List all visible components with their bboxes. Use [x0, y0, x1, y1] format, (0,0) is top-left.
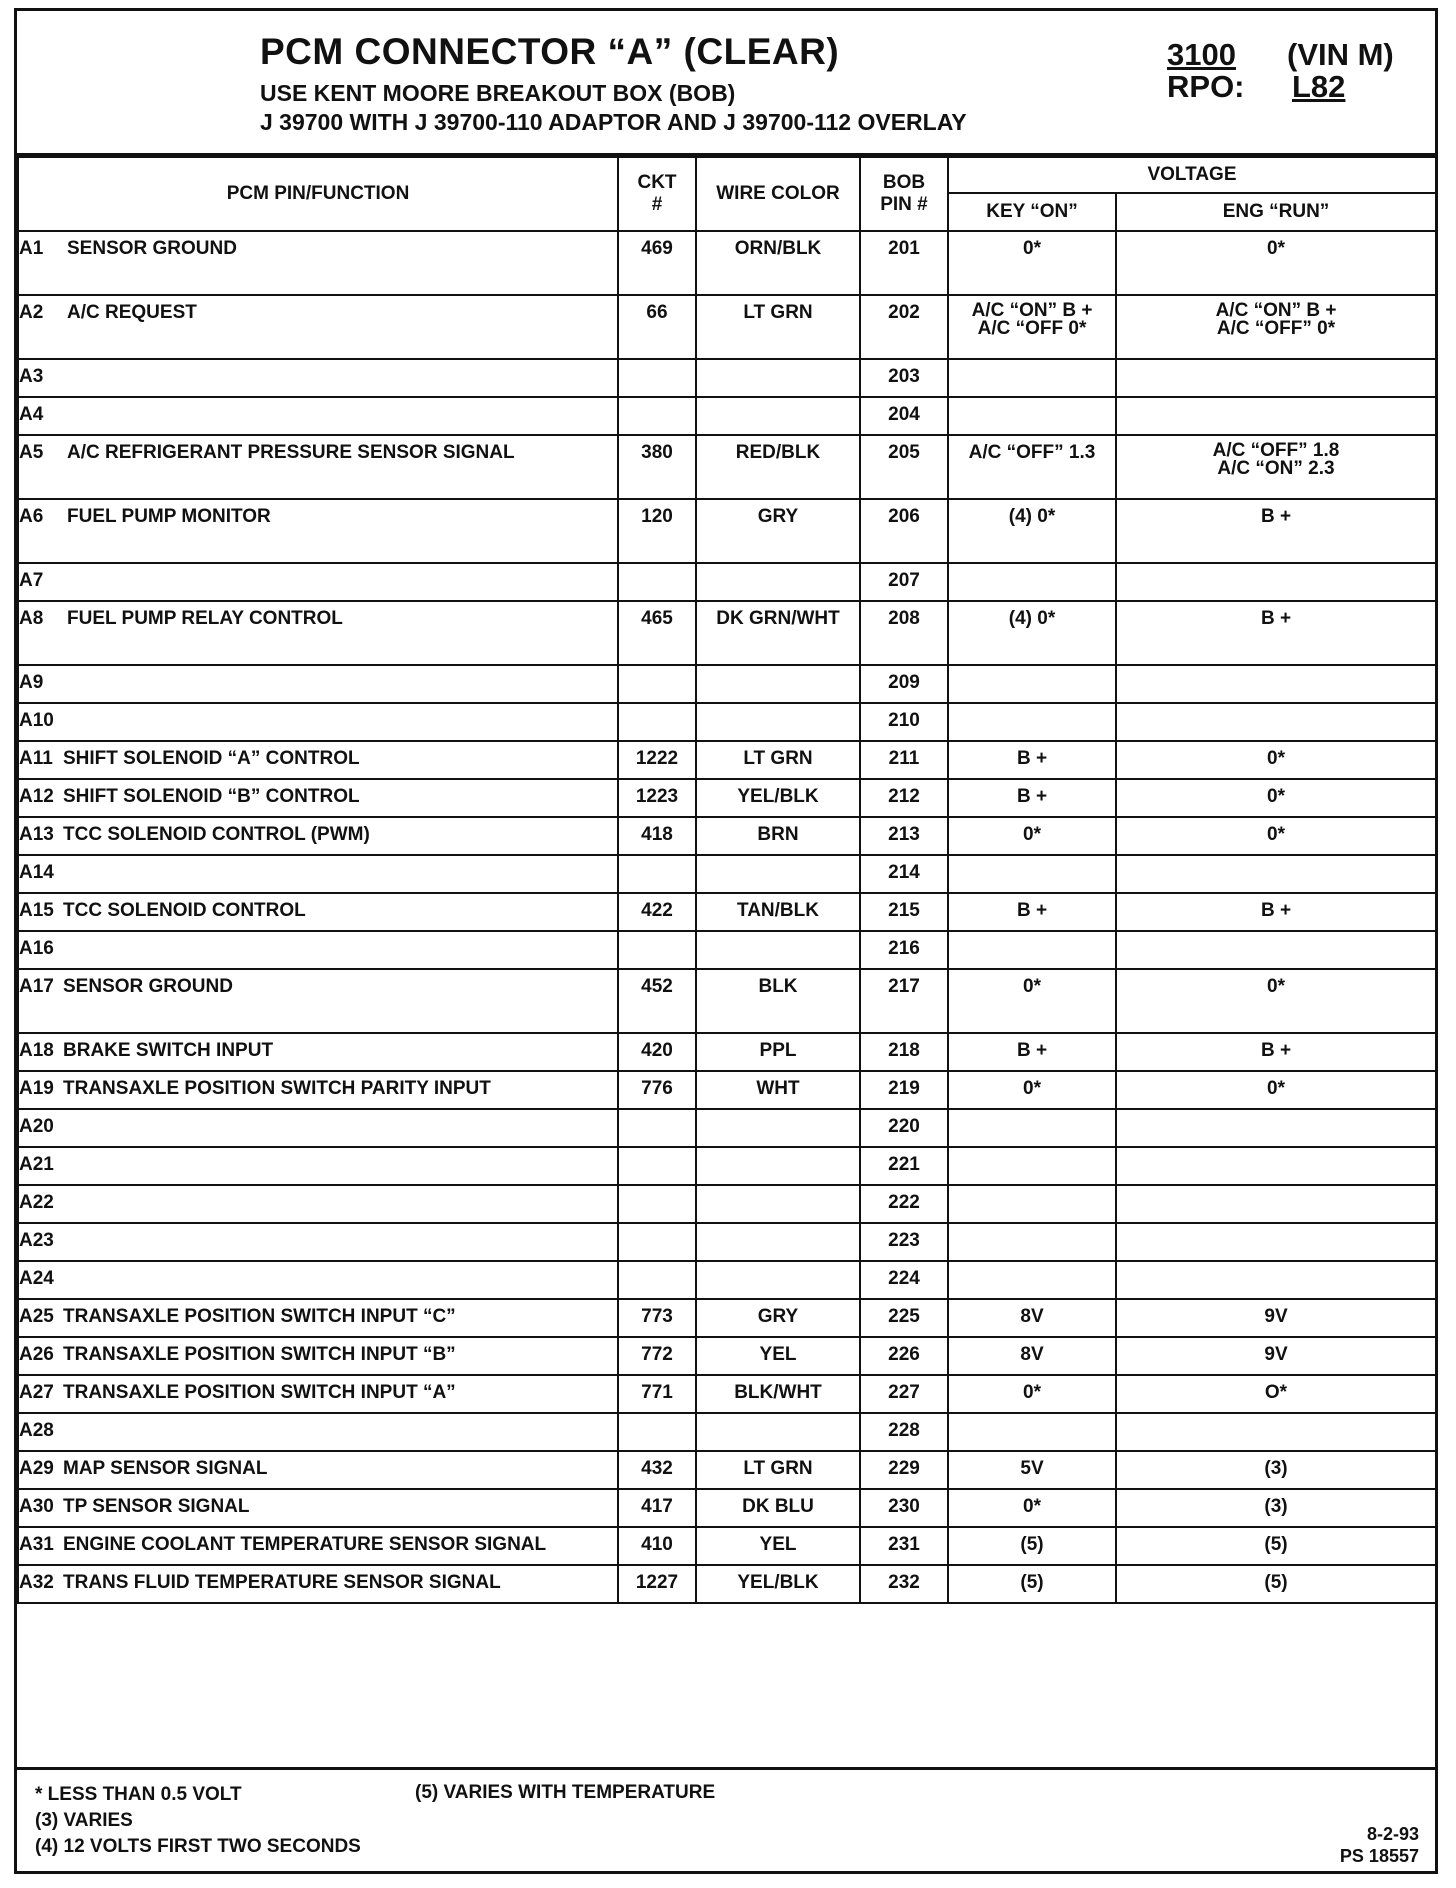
pin-function-cell	[18, 665, 618, 703]
wire-color	[696, 703, 860, 741]
pin-function-cell	[18, 1109, 618, 1147]
pin-function-cell	[18, 969, 618, 1033]
pin-function: FUEL PUMP RELAY CONTROL	[67, 608, 343, 629]
col-header-voltage: VOLTAGE	[948, 157, 1436, 193]
rpo-label: RPO:	[1167, 69, 1245, 104]
wire-color: TAN/BLK	[696, 893, 860, 931]
table-row	[18, 1565, 1436, 1603]
bob-pin: 210	[860, 703, 948, 741]
wire-color: LT GRN	[696, 741, 860, 779]
voltage-key-on: 0*	[948, 1071, 1116, 1109]
pin-function: TCC SOLENOID CONTROL (PWM)	[63, 824, 370, 845]
pin-function: TRANSAXLE POSITION SWITCH INPUT “A”	[63, 1382, 456, 1403]
pin-function-cell	[18, 397, 618, 435]
pin-function: TCC SOLENOID CONTROL	[63, 900, 306, 921]
voltage-key-on: B +	[948, 893, 1116, 931]
voltage-eng-run: B +	[1116, 893, 1436, 931]
ckt-number: 465	[618, 601, 696, 665]
wire-color	[696, 1147, 860, 1185]
pin-id: A4	[19, 404, 44, 425]
pin-function-cell	[18, 893, 618, 931]
bob-pin: 226	[860, 1337, 948, 1375]
vin-code: (VIN M)	[1287, 37, 1394, 72]
table-row	[18, 1261, 1436, 1299]
ckt-number	[618, 563, 696, 601]
ckt-number	[618, 855, 696, 893]
bob-pin: 232	[860, 1565, 948, 1603]
pin-id: A23	[19, 1230, 54, 1251]
wire-color: ORN/BLK	[696, 231, 860, 295]
wire-color: LT GRN	[696, 295, 860, 359]
bob-pin: 231	[860, 1527, 948, 1565]
voltage-eng-run: (3)	[1116, 1489, 1436, 1527]
bob-pin: 218	[860, 1033, 948, 1071]
wire-color: DK BLU	[696, 1489, 860, 1527]
ckt-number: 417	[618, 1489, 696, 1527]
bob-pin: 208	[860, 601, 948, 665]
ckt-number: 469	[618, 231, 696, 295]
rpo-value: L82	[1292, 69, 1346, 104]
bob-pin: 217	[860, 969, 948, 1033]
pin-function-cell	[18, 1261, 618, 1299]
pin-function: ENGINE COOLANT TEMPERATURE SENSOR SIGNAL	[63, 1534, 547, 1555]
pin-function-cell	[18, 1413, 618, 1451]
ckt-number	[618, 703, 696, 741]
voltage-key-on: 5V	[948, 1451, 1116, 1489]
pin-function-cell	[18, 563, 618, 601]
voltage-key-on: 0*	[948, 817, 1116, 855]
table-row	[18, 1413, 1436, 1451]
voltage-eng-run: A/C “OFF” 1.8 A/C “ON” 2.3	[1116, 435, 1436, 499]
ckt-number: 120	[618, 499, 696, 563]
col-header-eng-run: ENG “RUN”	[1116, 193, 1436, 231]
pin-id: A26	[19, 1344, 54, 1365]
ckt-number	[618, 1261, 696, 1299]
pin-id: A25	[19, 1306, 54, 1327]
ckt-number	[618, 359, 696, 397]
voltage-eng-run	[1116, 855, 1436, 893]
voltage-key-on	[948, 1413, 1116, 1451]
voltage-eng-run	[1116, 1147, 1436, 1185]
wire-color	[696, 1185, 860, 1223]
bob-pin: 227	[860, 1375, 948, 1413]
pin-function: TRANSAXLE POSITION SWITCH INPUT “C”	[63, 1306, 456, 1327]
pin-id: A7	[19, 570, 44, 591]
voltage-key-on: A/C “ON” B + A/C “OFF 0*	[948, 295, 1116, 359]
voltage-key-on	[948, 359, 1116, 397]
ckt-number: 432	[618, 1451, 696, 1489]
table-row	[18, 1489, 1436, 1527]
wire-color: YEL	[696, 1527, 860, 1565]
wire-color: YEL/BLK	[696, 779, 860, 817]
table-row	[18, 1071, 1436, 1109]
bob-pin: 205	[860, 435, 948, 499]
pin-function: TRANS FLUID TEMPERATURE SENSOR SIGNAL	[63, 1572, 501, 1593]
pin-id: A31	[19, 1534, 54, 1555]
ckt-number: 776	[618, 1071, 696, 1109]
voltage-eng-run	[1116, 563, 1436, 601]
voltage-key-on: 8V	[948, 1299, 1116, 1337]
wire-color: GRY	[696, 499, 860, 563]
ckt-number: 773	[618, 1299, 696, 1337]
pin-id: A12	[19, 786, 54, 807]
pin-function: SENSOR GROUND	[63, 976, 233, 997]
wire-color	[696, 855, 860, 893]
voltage-key-on	[948, 563, 1116, 601]
ckt-number	[618, 931, 696, 969]
voltage-eng-run: 0*	[1116, 779, 1436, 817]
voltage-eng-run: 0*	[1116, 969, 1436, 1033]
pin-function-cell	[18, 931, 618, 969]
pin-table	[17, 156, 1437, 1604]
pin-id: A9	[19, 672, 44, 693]
voltage-eng-run	[1116, 1223, 1436, 1261]
table-row	[18, 779, 1436, 817]
pin-function: TRANSAXLE POSITION SWITCH INPUT “B”	[63, 1344, 456, 1365]
pin-function-cell	[18, 435, 618, 499]
voltage-eng-run: A/C “ON” B + A/C “OFF” 0*	[1116, 295, 1436, 359]
connector-sheet	[14, 8, 1438, 1874]
voltage-eng-run: B +	[1116, 601, 1436, 665]
wire-color	[696, 1413, 860, 1451]
bob-pin: 201	[860, 231, 948, 295]
pin-id: A20	[19, 1116, 54, 1137]
wire-color: BRN	[696, 817, 860, 855]
pin-function-cell	[18, 1033, 618, 1071]
voltage-key-on: 0*	[948, 969, 1116, 1033]
ckt-number	[618, 397, 696, 435]
footnote-5: (5) VARIES WITH TEMPERATURE	[415, 1782, 716, 1803]
voltage-key-on: B +	[948, 741, 1116, 779]
pin-function-cell	[18, 1223, 618, 1261]
ckt-number	[618, 1223, 696, 1261]
voltage-eng-run: 0*	[1116, 1071, 1436, 1109]
footnote-star: * LESS THAN 0.5 VOLT	[35, 1784, 242, 1805]
wire-color	[696, 1261, 860, 1299]
voltage-key-on	[948, 1223, 1116, 1261]
table-row	[18, 1033, 1436, 1071]
wire-color: BLK/WHT	[696, 1375, 860, 1413]
pin-id: A11	[19, 748, 53, 769]
voltage-eng-run: O*	[1116, 1375, 1436, 1413]
pin-function-cell	[18, 1565, 618, 1603]
voltage-key-on	[948, 397, 1116, 435]
pin-id: A8	[19, 608, 44, 629]
pin-id: A16	[19, 938, 54, 959]
pin-id: A2	[19, 302, 44, 323]
pin-function-cell	[18, 601, 618, 665]
table-row	[18, 499, 1436, 563]
voltage-eng-run	[1116, 931, 1436, 969]
wire-color: WHT	[696, 1071, 860, 1109]
table-row	[18, 1337, 1436, 1375]
sheet-header	[17, 11, 1435, 156]
wire-color: PPL	[696, 1033, 860, 1071]
voltage-eng-run	[1116, 1413, 1436, 1451]
pin-id: A19	[19, 1078, 54, 1099]
voltage-eng-run: 9V	[1116, 1337, 1436, 1375]
voltage-key-on	[948, 855, 1116, 893]
pin-function-cell	[18, 1489, 618, 1527]
voltage-key-on	[948, 1109, 1116, 1147]
engine-code: 3100	[1167, 37, 1236, 72]
pin-id: A10	[19, 710, 54, 731]
wire-color	[696, 931, 860, 969]
pin-id: A29	[19, 1458, 54, 1479]
pin-id: A28	[19, 1420, 54, 1441]
footnotes	[17, 1767, 1435, 1871]
table-row	[18, 969, 1436, 1033]
voltage-key-on: 0*	[948, 1489, 1116, 1527]
pin-function: MAP SENSOR SIGNAL	[63, 1458, 268, 1479]
pin-function-cell	[18, 1185, 618, 1223]
page-title: PCM CONNECTOR “A” (CLEAR)	[260, 31, 840, 72]
table-row	[18, 1527, 1436, 1565]
table-row	[18, 601, 1436, 665]
bob-pin: 209	[860, 665, 948, 703]
voltage-eng-run	[1116, 1261, 1436, 1299]
pin-function-cell	[18, 1337, 618, 1375]
pin-function-cell	[18, 817, 618, 855]
table-row	[18, 1451, 1436, 1489]
pin-function-cell	[18, 1451, 618, 1489]
bob-pin: 204	[860, 397, 948, 435]
footnote-3: (3) VARIES	[35, 1810, 133, 1831]
voltage-eng-run: 0*	[1116, 741, 1436, 779]
ckt-number: 418	[618, 817, 696, 855]
pin-function-cell	[18, 855, 618, 893]
voltage-eng-run: 0*	[1116, 231, 1436, 295]
pin-id: A3	[19, 366, 44, 387]
pin-function-cell	[18, 295, 618, 359]
ckt-number	[618, 1185, 696, 1223]
ckt-number: 380	[618, 435, 696, 499]
pin-function-cell	[18, 499, 618, 563]
table-row	[18, 1109, 1436, 1147]
wire-color: YEL/BLK	[696, 1565, 860, 1603]
table-row	[18, 741, 1436, 779]
table-row	[18, 893, 1436, 931]
ckt-number: 771	[618, 1375, 696, 1413]
voltage-eng-run: B +	[1116, 499, 1436, 563]
pin-id: A6	[19, 506, 44, 527]
bob-pin: 228	[860, 1413, 948, 1451]
pin-function-cell	[18, 1071, 618, 1109]
pin-function: BRAKE SWITCH INPUT	[63, 1040, 274, 1061]
pin-id: A27	[19, 1382, 54, 1403]
pin-function-cell	[18, 1375, 618, 1413]
voltage-key-on: (5)	[948, 1565, 1116, 1603]
bob-pin: 229	[860, 1451, 948, 1489]
subtitle-breakout-box: USE KENT MOORE BREAKOUT BOX (BOB)	[260, 80, 736, 106]
wire-color: DK GRN/WHT	[696, 601, 860, 665]
voltage-eng-run: 0*	[1116, 817, 1436, 855]
footnote-4: (4) 12 VOLTS FIRST TWO SECONDS	[35, 1836, 361, 1857]
table-row	[18, 231, 1436, 295]
table-row	[18, 295, 1436, 359]
pin-function-cell	[18, 1147, 618, 1185]
table-row	[18, 1185, 1436, 1223]
table-row	[18, 359, 1436, 397]
pin-function: TRANSAXLE POSITION SWITCH PARITY INPUT	[63, 1078, 491, 1099]
ckt-number: 422	[618, 893, 696, 931]
pin-function: A/C REQUEST	[67, 302, 197, 323]
voltage-key-on	[948, 931, 1116, 969]
wire-color	[696, 1223, 860, 1261]
ckt-number: 772	[618, 1337, 696, 1375]
bob-pin: 223	[860, 1223, 948, 1261]
voltage-eng-run: 9V	[1116, 1299, 1436, 1337]
table-row	[18, 1299, 1436, 1337]
voltage-eng-run	[1116, 1109, 1436, 1147]
table-row	[18, 855, 1436, 893]
pin-function: SENSOR GROUND	[67, 238, 237, 259]
bob-pin: 214	[860, 855, 948, 893]
pin-id: A18	[19, 1040, 54, 1061]
table-row	[18, 931, 1436, 969]
table-row	[18, 435, 1436, 499]
pin-id: A13	[19, 824, 54, 845]
bob-pin: 213	[860, 817, 948, 855]
pin-id: A32	[19, 1572, 54, 1593]
wire-color	[696, 397, 860, 435]
pin-function-cell	[18, 1299, 618, 1337]
pin-function-cell	[18, 741, 618, 779]
wire-color: YEL	[696, 1337, 860, 1375]
ckt-number: 1223	[618, 779, 696, 817]
voltage-eng-run: (5)	[1116, 1527, 1436, 1565]
document-number: PS 18557	[1339, 1846, 1419, 1866]
bob-pin: 219	[860, 1071, 948, 1109]
voltage-key-on: (4) 0*	[948, 601, 1116, 665]
voltage-eng-run: B +	[1116, 1033, 1436, 1071]
voltage-key-on	[948, 665, 1116, 703]
pin-function-cell	[18, 779, 618, 817]
bob-pin: 206	[860, 499, 948, 563]
subtitle-adaptor: J 39700 WITH J 39700-110 ADAPTOR AND J 39700-112 OVERLAY	[260, 109, 967, 135]
pin-id: A1	[19, 238, 44, 259]
voltage-key-on	[948, 1147, 1116, 1185]
pin-function-cell	[18, 703, 618, 741]
pin-id: A21	[19, 1154, 54, 1175]
table-row	[18, 817, 1436, 855]
pin-id: A22	[19, 1192, 54, 1213]
voltage-key-on	[948, 1185, 1116, 1223]
voltage-key-on: (5)	[948, 1527, 1116, 1565]
bob-pin: 216	[860, 931, 948, 969]
bob-pin: 220	[860, 1109, 948, 1147]
wire-color: RED/BLK	[696, 435, 860, 499]
table-row	[18, 563, 1436, 601]
voltage-key-on: 0*	[948, 231, 1116, 295]
ckt-number: 410	[618, 1527, 696, 1565]
table-row	[18, 1147, 1436, 1185]
ckt-number	[618, 1109, 696, 1147]
voltage-key-on: (4) 0*	[948, 499, 1116, 563]
ckt-number	[618, 665, 696, 703]
voltage-key-on: 0*	[948, 1375, 1116, 1413]
bob-pin: 225	[860, 1299, 948, 1337]
col-header-key-on: KEY “ON”	[948, 193, 1116, 231]
table-row	[18, 665, 1436, 703]
voltage-eng-run	[1116, 1185, 1436, 1223]
bob-pin: 212	[860, 779, 948, 817]
voltage-eng-run: (5)	[1116, 1565, 1436, 1603]
voltage-eng-run	[1116, 397, 1436, 435]
bob-pin: 202	[860, 295, 948, 359]
wire-color: GRY	[696, 1299, 860, 1337]
pin-function-cell	[18, 359, 618, 397]
pin-function-cell	[18, 1527, 618, 1565]
voltage-eng-run: (3)	[1116, 1451, 1436, 1489]
col-header-ckt: CKT #	[618, 157, 696, 231]
bob-pin: 224	[860, 1261, 948, 1299]
wire-color: LT GRN	[696, 1451, 860, 1489]
bob-pin: 207	[860, 563, 948, 601]
bob-pin: 203	[860, 359, 948, 397]
pin-function: FUEL PUMP MONITOR	[67, 506, 271, 527]
col-header-function: PCM PIN/FUNCTION	[18, 157, 618, 231]
pin-function-cell	[18, 231, 618, 295]
bob-pin: 211	[860, 741, 948, 779]
pin-id: A15	[19, 900, 54, 921]
pin-function: SHIFT SOLENOID “A” CONTROL	[63, 748, 360, 769]
ckt-number: 1222	[618, 741, 696, 779]
pin-function: A/C REFRIGERANT PRESSURE SENSOR SIGNAL	[67, 442, 515, 463]
ckt-number: 420	[618, 1033, 696, 1071]
table-row	[18, 1223, 1436, 1261]
wire-color	[696, 1109, 860, 1147]
ckt-number	[618, 1413, 696, 1451]
bob-pin: 222	[860, 1185, 948, 1223]
wire-color	[696, 563, 860, 601]
table-row	[18, 1375, 1436, 1413]
wire-color: BLK	[696, 969, 860, 1033]
wire-color	[696, 665, 860, 703]
pin-function: SHIFT SOLENOID “B” CONTROL	[63, 786, 360, 807]
pin-id: A5	[19, 442, 44, 463]
voltage-key-on: 8V	[948, 1337, 1116, 1375]
pin-function: TP SENSOR SIGNAL	[63, 1496, 250, 1517]
table-row	[18, 397, 1436, 435]
pin-id: A24	[19, 1268, 54, 1289]
table-row	[18, 703, 1436, 741]
pin-id: A30	[19, 1496, 54, 1517]
voltage-eng-run	[1116, 703, 1436, 741]
pin-id: A17	[19, 976, 54, 997]
bob-pin: 230	[860, 1489, 948, 1527]
voltage-key-on: B +	[948, 779, 1116, 817]
bob-pin: 215	[860, 893, 948, 931]
col-header-wire-color: WIRE COLOR	[696, 157, 860, 231]
ckt-number: 66	[618, 295, 696, 359]
col-header-bob-pin: BOB PIN #	[860, 157, 948, 231]
voltage-key-on	[948, 1261, 1116, 1299]
bob-pin: 221	[860, 1147, 948, 1185]
voltage-key-on	[948, 703, 1116, 741]
voltage-eng-run	[1116, 359, 1436, 397]
document-date: 8-2-93	[1366, 1824, 1419, 1844]
pin-id: A14	[19, 862, 54, 883]
ckt-number: 1227	[618, 1565, 696, 1603]
voltage-key-on: A/C “OFF” 1.3	[948, 435, 1116, 499]
ckt-number: 452	[618, 969, 696, 1033]
wire-color	[696, 359, 860, 397]
voltage-eng-run	[1116, 665, 1436, 703]
ckt-number	[618, 1147, 696, 1185]
voltage-key-on: B +	[948, 1033, 1116, 1071]
